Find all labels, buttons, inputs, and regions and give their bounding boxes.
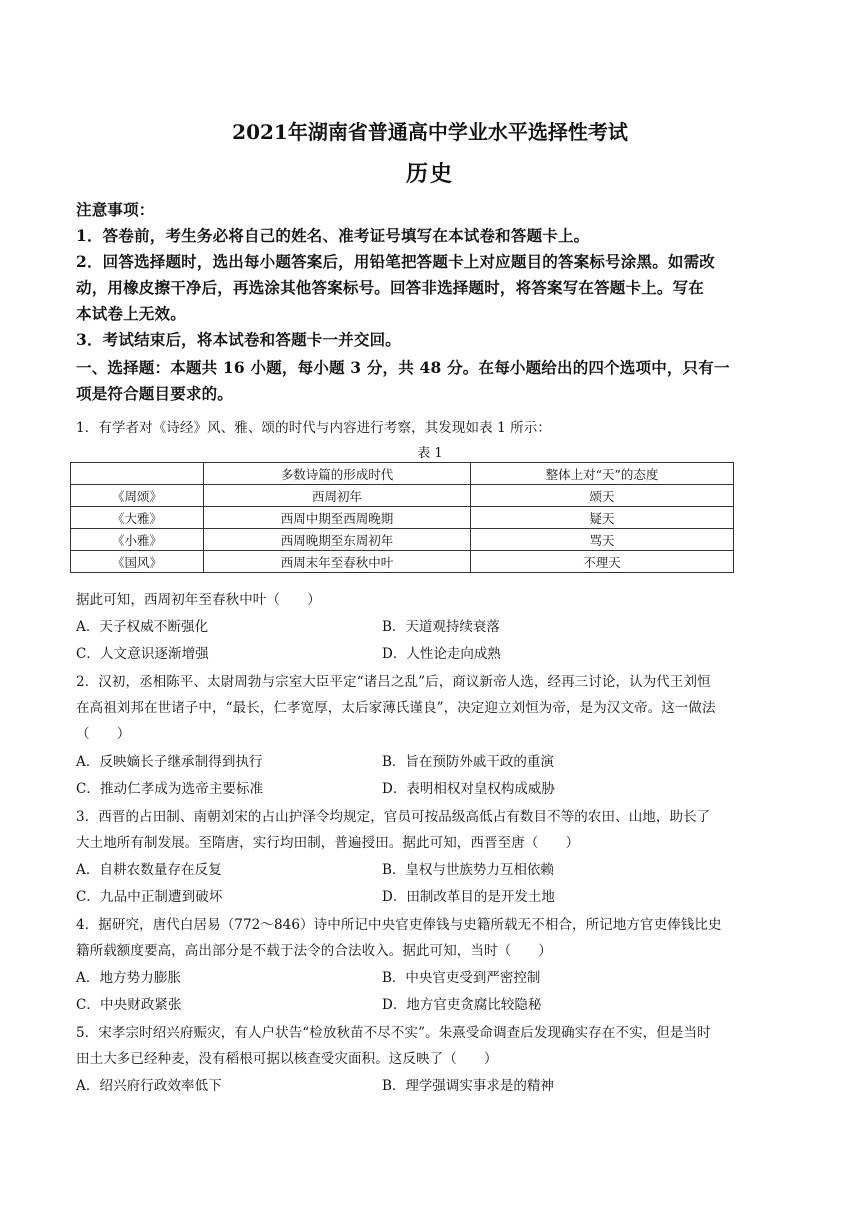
- q2-line-3: （ ）: [76, 726, 131, 742]
- q3-line-2: 大土地所有制发展。至隋唐，实行均田制，普遍授田。据此可知，西晋至唐（ ）: [76, 835, 580, 851]
- q3-line-1: 3．西晋的占田制、南朝刘宋的占山护泽令均规定，官员可按品级高低占有数目不等的农田、山地，助长了: [76, 809, 711, 825]
- q2-option-d: D．表明相权对皇权构成威胁: [382, 781, 555, 797]
- table-cell: 《周颂》: [71, 485, 204, 507]
- q4-line-2: 籍所载额度要高，高出部分是不载于法令的合法收入。据此可知，当时（ ）: [76, 943, 552, 959]
- notice-item-2-line-1: 2．回答选择题时，选出每小题答案后，用铅笔把答题卡上对应题目的答案标号涂黑。如需改: [76, 252, 715, 271]
- q4-option-b: B．中央官吏受到严密控制: [382, 970, 541, 986]
- section-1-line-1: 一、选择题：本题共 16 小题，每小题 3 分，共 48 分。在每小题给出的四个选项中，只有一: [76, 358, 730, 377]
- q1-follow: 据此可知，西周初年至春秋中叶（ ）: [76, 592, 321, 608]
- q1-option-d: D．人性论走向成熟: [382, 646, 501, 662]
- notice-item-2-line-3: 本试卷上无效。: [76, 304, 186, 323]
- q1-option-a: A．天子权威不断强化: [76, 619, 209, 635]
- table-cell: 不理天: [471, 551, 734, 573]
- section-1-line-2: 项是符合题目要求的。: [76, 384, 234, 403]
- table-cell: 《国风》: [71, 551, 204, 573]
- q5-option-b: B．理学强调实事求是的精神: [382, 1078, 554, 1094]
- table-cell: 疑天: [471, 507, 734, 529]
- table-header-cell: 整体上对“天”的态度: [471, 463, 734, 485]
- q5-line-2: 田土大多已经种麦，没有稻根可据以核查受灾面积。这反映了（ ）: [76, 1051, 498, 1067]
- notice-item-2-line-2: 动，用橡皮擦干净后，再选涂其他答案标号。回答非选择题时，将答案写在答题卡上。写在: [76, 278, 705, 297]
- q2-line-1: 2．汉初，丞相陈平、太尉周勃与宗室大臣平定“诸吕之乱”后，商议新帝人选，经再三讨论，认为代王刘恒: [76, 674, 711, 690]
- q3-option-d: D．田制改革目的是开发土地: [382, 889, 555, 905]
- q2-option-c: C．推动仁孝成为选帝主要标准: [76, 781, 264, 797]
- q3-option-a: A．自耕农数量存在反复: [76, 862, 222, 878]
- q4-option-d: D．地方官吏贪腐比较隐秘: [382, 997, 542, 1013]
- q3-option-b: B．皇权与世族势力互相依赖: [382, 862, 554, 878]
- table-header-cell: 多数诗篇的形成时代: [204, 463, 471, 485]
- notice-item-1: 1．答卷前，考生务必将自己的姓名、准考证号填写在本试卷和答题卡上。: [76, 226, 590, 245]
- q4-option-c: C．中央财政紧张: [76, 997, 182, 1013]
- table-cell: 《大雅》: [71, 507, 204, 529]
- q1-table: [70, 462, 734, 573]
- table-row: [71, 485, 734, 507]
- table-cell: 《小雅》: [71, 529, 204, 551]
- q4-option-a: A．地方势力膨胀: [76, 970, 182, 986]
- exam-title: 2021年湖南省普通高中学业水平选择性考试: [232, 120, 628, 144]
- q1-option-c: C．人文意识逐渐增强: [76, 646, 209, 662]
- q5-option-a: A．绍兴府行政效率低下: [76, 1078, 222, 1094]
- table-cell: 骂天: [471, 529, 734, 551]
- q3-option-c: C．九品中正制遭到破坏: [76, 889, 223, 905]
- table-cell: 西周初年: [204, 485, 471, 507]
- table-header-row: [71, 463, 734, 485]
- q5-line-1: 5．宋孝宗时绍兴府赈灾，有人户状告“检放秋苗不尽不实”。朱熹受命调查后发现确实存在不实，但是当时: [76, 1025, 711, 1041]
- table-header-cell: [71, 463, 204, 485]
- table-row: [71, 551, 734, 573]
- subject-title: 历史: [405, 161, 454, 187]
- q4-line-1: 4．据研究，唐代白居易（772～846）诗中所记中央官吏俸钱与史籍所载无不相合，所记地方官吏俸钱比史: [76, 917, 722, 933]
- q2-option-a: A．反映嫡长子继承制得到执行: [76, 754, 263, 770]
- table-cell: 颂天: [471, 485, 734, 507]
- table-row: [71, 529, 734, 551]
- q2-option-b: B．旨在预防外戚干政的重演: [382, 754, 554, 770]
- q1-stem: 1．有学者对《诗经》风、雅、颂的时代与内容进行考察，其发现如表 1 所示：: [76, 420, 551, 436]
- table-row: [71, 507, 734, 529]
- table-caption: 表 1: [417, 446, 443, 461]
- q2-line-2: 在高祖刘邦在世诸子中，“最长，仁孝宽厚，太后家薄氏谨良”，决定迎立刘恒为帝，是为汉文帝。这一做法: [76, 700, 716, 716]
- table-cell: 西周末年至春秋中叶: [204, 551, 471, 573]
- table-cell: 西周中期至西周晚期: [204, 507, 471, 529]
- q1-option-b: B．天道观持续衰落: [382, 619, 500, 635]
- table-cell: 西周晚期至东周初年: [204, 529, 471, 551]
- notice-item-3: 3．考试结束后，将本试卷和答题卡一并交回。: [76, 330, 401, 349]
- notice-heading: 注意事项：: [76, 200, 155, 219]
